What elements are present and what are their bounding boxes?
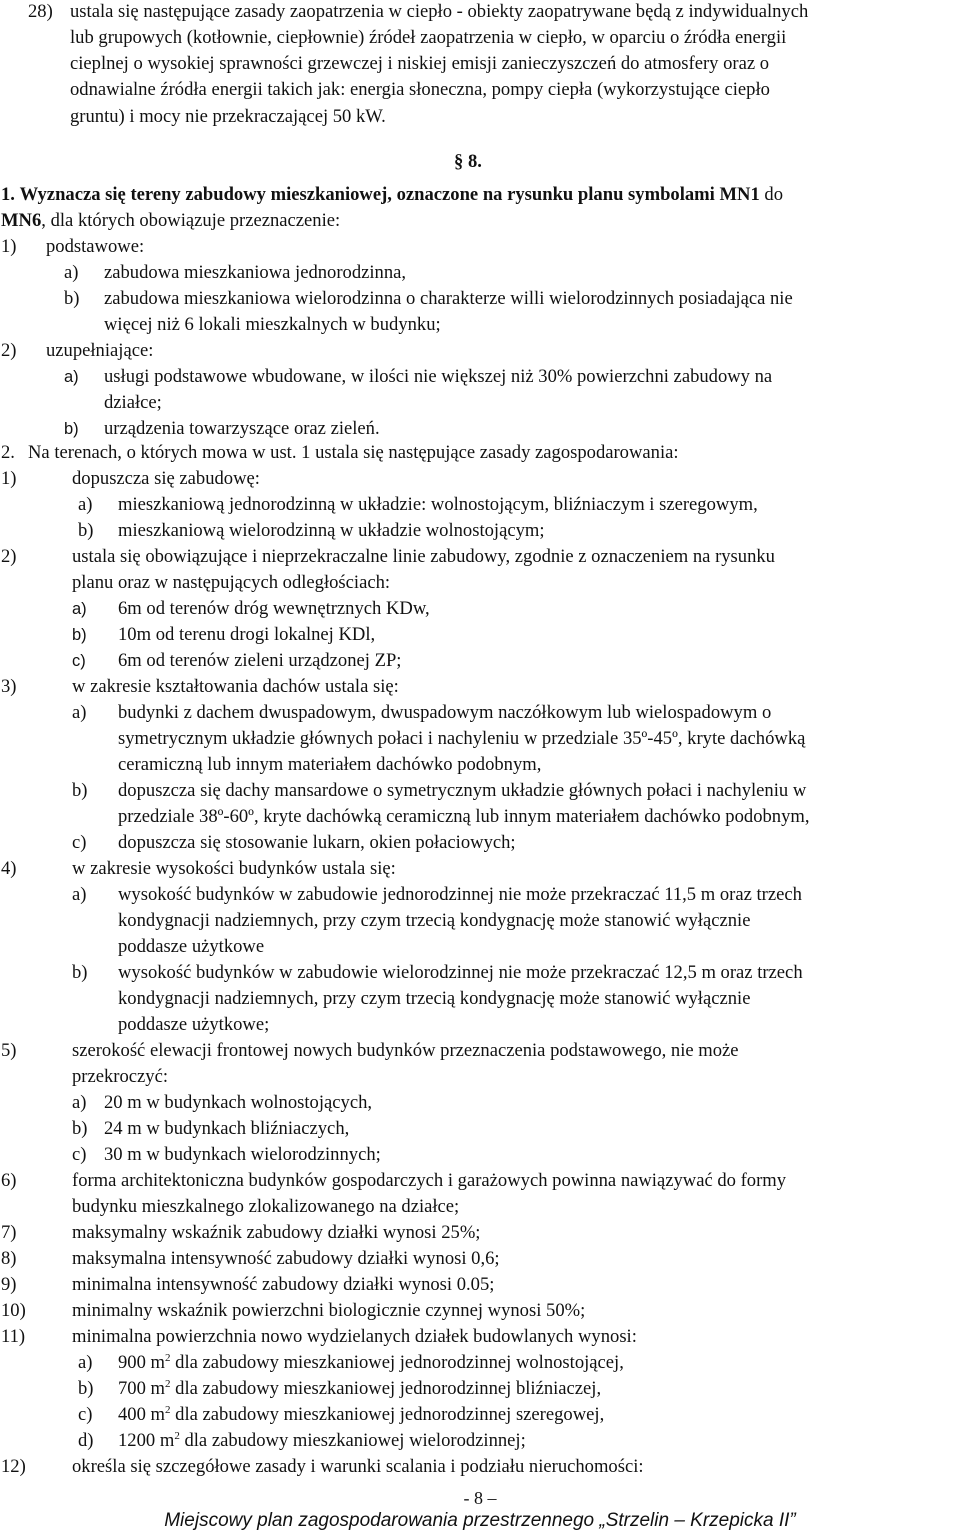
item-number: 1) — [1, 236, 17, 257]
item-letter: a) — [64, 368, 79, 386]
item-letter: a) — [64, 262, 79, 283]
list-item: maksymalny wskaźnik zabudowy działki wynosi 25%; — [72, 1222, 481, 1243]
list-item: w zakresie kształtowania dachów ustala się: — [72, 676, 399, 697]
list-item: mieszkaniową jednorodzinną w układzie: wolnostojącym, bliźniaczym i szeregowym, — [118, 494, 758, 515]
item-number: 11) — [1, 1326, 26, 1347]
item-letter: a) — [78, 1352, 93, 1373]
item-letter: c) — [72, 1144, 87, 1165]
paragraph-line: gruntu) i mocy nie przekraczającej 50 kW. — [70, 106, 386, 127]
list-item: podstawowe: — [46, 236, 145, 257]
paragraph-text: Na terenach, o których mowa w ust. 1 ustala się następujące zasady zagospodarowania: — [28, 442, 679, 463]
list-item: ceramiczną lub innym materiałem dachówko podobnym, — [118, 754, 542, 775]
paragraph-line: ustala się następujące zasady zaopatrzenia w ciepło - obiekty zaopatrywane będą z indywidualnych — [70, 1, 809, 22]
section-heading: § 8. — [454, 151, 482, 172]
paragraph-bold-text: MN6 — [1, 210, 42, 231]
list-item: przekroczyć: — [72, 1066, 169, 1087]
item-number: 1) — [1, 468, 17, 489]
list-item: mieszkaniową wielorodzinną w układzie wolnostojącym; — [118, 520, 545, 541]
superscript: 2 — [165, 1351, 171, 1364]
list-item: 1200 $m^2$ dla zabudowy mieszkaniowej wielorodzinnej; — [118, 1429, 526, 1451]
list-item: forma architektoniczna budynków gospodarczych i garażowych powinna nawiązywać do formy — [72, 1170, 787, 1191]
list-item: ustala się obowiązujące i nieprzekraczalne linie zabudowy, zgodnie z oznaczeniem na rysunku — [72, 546, 775, 567]
superscript: 2 — [165, 1403, 171, 1416]
item-number: 7) — [1, 1222, 17, 1243]
paragraph-bold-text: Wyznacza się tereny zabudowy mieszkaniowej, oznaczone na rysunku planu symbolami MN1 — [19, 184, 760, 205]
list-item: planu oraz w następujących odległościach: — [72, 572, 391, 593]
list-item: 10m od terenu drogi lokalnej KDl, — [118, 624, 376, 645]
item-letter: b) — [72, 780, 88, 801]
paragraph-line: odnawialne źródła energii takich jak: energia słoneczna, pompy ciepła (wykorzystujące ciepło — [70, 79, 770, 100]
paragraph-text: do — [764, 184, 784, 205]
list-item: dopuszcza się stosowanie lukarn, okien połaciowych; — [118, 832, 516, 853]
list-item: dopuszcza się zabudowę: — [72, 468, 260, 489]
list-item: uzupełniające: — [46, 340, 154, 361]
list-item: 20 m w budynkach wolnostojących, — [104, 1092, 373, 1113]
item-number: 8) — [1, 1248, 17, 1269]
list-item: więcej niż 6 lokali mieszkalnych w budynku; — [104, 314, 441, 335]
item-number: 5) — [1, 1040, 17, 1061]
list-item: przedziale 38º-60º, kryte dachówką ceramiczną lub innym materiałem dachówko podobnym, — [118, 806, 810, 827]
item-letter: b) — [78, 520, 94, 541]
list-item: 24 m w budynkach bliźniaczych, — [104, 1118, 350, 1139]
list-item: działce; — [104, 392, 162, 413]
list-item: urządzenia towarzyszące oraz zieleń. — [104, 418, 380, 439]
paragraph-number: 1. — [1, 184, 15, 205]
list-item: dopuszcza się dachy mansardowe o symetrycznym układzie głównych połaci i nachyleniu w — [118, 780, 807, 801]
list-item: symetrycznym układzie głównych połaci i nachyleniu w przedziale 35º-45º, kryte dachówką — [118, 728, 806, 749]
paragraph-number: 2. — [1, 442, 15, 463]
list-item: usługi podstawowe wbudowane, w ilości nie większej niż 30% powierzchni zabudowy na — [104, 366, 773, 387]
item-letter: b) — [64, 288, 80, 309]
page-footer: Miejscowy plan zagospodarowania przestrzennego „Strzelin – Krzepicka II” — [164, 1510, 796, 1531]
item-letter: a) — [72, 600, 87, 618]
item-letter: a) — [72, 1092, 87, 1113]
item-number: 2) — [1, 340, 17, 361]
list-item: poddasze użytkowe — [118, 936, 265, 957]
item-letter: b) — [64, 420, 79, 438]
item-number: 2) — [1, 546, 17, 567]
item-number: 12) — [1, 1456, 26, 1477]
list-item: szerokość elewacji frontowej nowych budynków przeznaczenia podstawowego, nie może — [72, 1040, 739, 1061]
list-item: kondygnacji nadziemnych, przy czym trzecią kondygnację może stanowić wyłącznie — [118, 910, 751, 931]
item-letter: b) — [72, 962, 88, 983]
paragraph-line: lub grupowych (kotłownie, ciepłownie) źródeł zaopatrzenia w ciepło, w oparciu o źródła energii — [70, 27, 787, 48]
list-item: 30 m w budynkach wielorodzinnych; — [104, 1144, 381, 1165]
item-letter: a) — [72, 702, 87, 723]
item-number: 6) — [1, 1170, 17, 1191]
item-number: 28) — [28, 1, 53, 22]
list-item: 700 $m^2$ dla zabudowy mieszkaniowej jednorodzinnej bliźniaczej, — [118, 1377, 602, 1399]
page-number: - 8 – — [463, 1488, 497, 1508]
list-item: maksymalna intensywność zabudowy działki wynosi 0,6; — [72, 1248, 500, 1269]
item-letter: c) — [78, 1404, 93, 1425]
superscript: 2 — [174, 1429, 180, 1442]
list-item: 6m od terenów dróg wewnętrznych KDw, — [118, 598, 430, 619]
list-item: minimalna intensywność zabudowy działki wynosi 0.05; — [72, 1274, 495, 1295]
list-item: minimalna powierzchnia nowo wydzielanych działek budowlanych wynosi: — [72, 1326, 637, 1347]
list-item: określa się szczegółowe zasady i warunki scalania i podziału nieruchomości: — [72, 1456, 644, 1477]
list-item: wysokość budynków w zabudowie wielorodzinnej nie może przekraczać 12,5 m oraz trzech — [118, 962, 803, 983]
item-letter: c) — [72, 652, 86, 670]
item-number: 9) — [1, 1274, 17, 1295]
paragraph-line: cieplnej o wysokiej sprawności grzewczej i niskiej emisji zanieczyszczeń do atmosfery oraz o — [70, 53, 770, 74]
list-item: minimalny wskaźnik powierzchni biologicznie czynnej wynosi 50%; — [72, 1300, 586, 1321]
list-item: budynku mieszkalnego zlokalizowanego na działce; — [72, 1196, 460, 1217]
paragraph-text: , dla których obowiązuje przeznaczenie: — [41, 210, 341, 231]
item-letter: c) — [72, 832, 87, 853]
list-item: w zakresie wysokości budynków ustala się: — [72, 858, 396, 879]
superscript: 2 — [165, 1377, 171, 1390]
list-item: 900 $m^2$ dla zabudowy mieszkaniowej jednorodzinnej wolnostojącej, — [118, 1351, 624, 1373]
list-item: zabudowa mieszkaniowa wielorodzinna o charakterze willi wielorodzinnych posiadająca nie — [104, 288, 793, 309]
paragraph-line — [1, 184, 783, 206]
item-letter: a) — [72, 884, 87, 905]
item-number: 3) — [1, 676, 17, 697]
list-item: wysokość budynków w zabudowie jednorodzinnej nie może przekraczać 11,5 m oraz trzech — [118, 884, 802, 905]
paragraph-line — [1, 210, 340, 232]
list-item: 6m od terenów zieleni urządzonej ZP; — [118, 650, 402, 671]
list-item: 400 $m^2$ dla zabudowy mieszkaniowej jednorodzinnej szeregowej, — [118, 1403, 605, 1425]
list-item: budynki z dachem dwuspadowym, dwuspadowym naczółkowym lub wielospadowym o — [118, 702, 772, 723]
item-letter: b) — [72, 626, 87, 644]
item-number: 4) — [1, 858, 17, 879]
item-number: 10) — [1, 1300, 26, 1321]
item-letter: b) — [78, 1378, 94, 1399]
item-letter: a) — [78, 494, 93, 515]
item-letter: b) — [72, 1118, 88, 1139]
list-item: zabudowa mieszkaniowa jednorodzinna, — [104, 262, 407, 283]
list-item: kondygnacji nadziemnych, przy czym trzecią kondygnację może stanowić wyłącznie — [118, 988, 751, 1009]
item-letter: d) — [78, 1430, 94, 1451]
list-item: poddasze użytkowe; — [118, 1014, 270, 1035]
